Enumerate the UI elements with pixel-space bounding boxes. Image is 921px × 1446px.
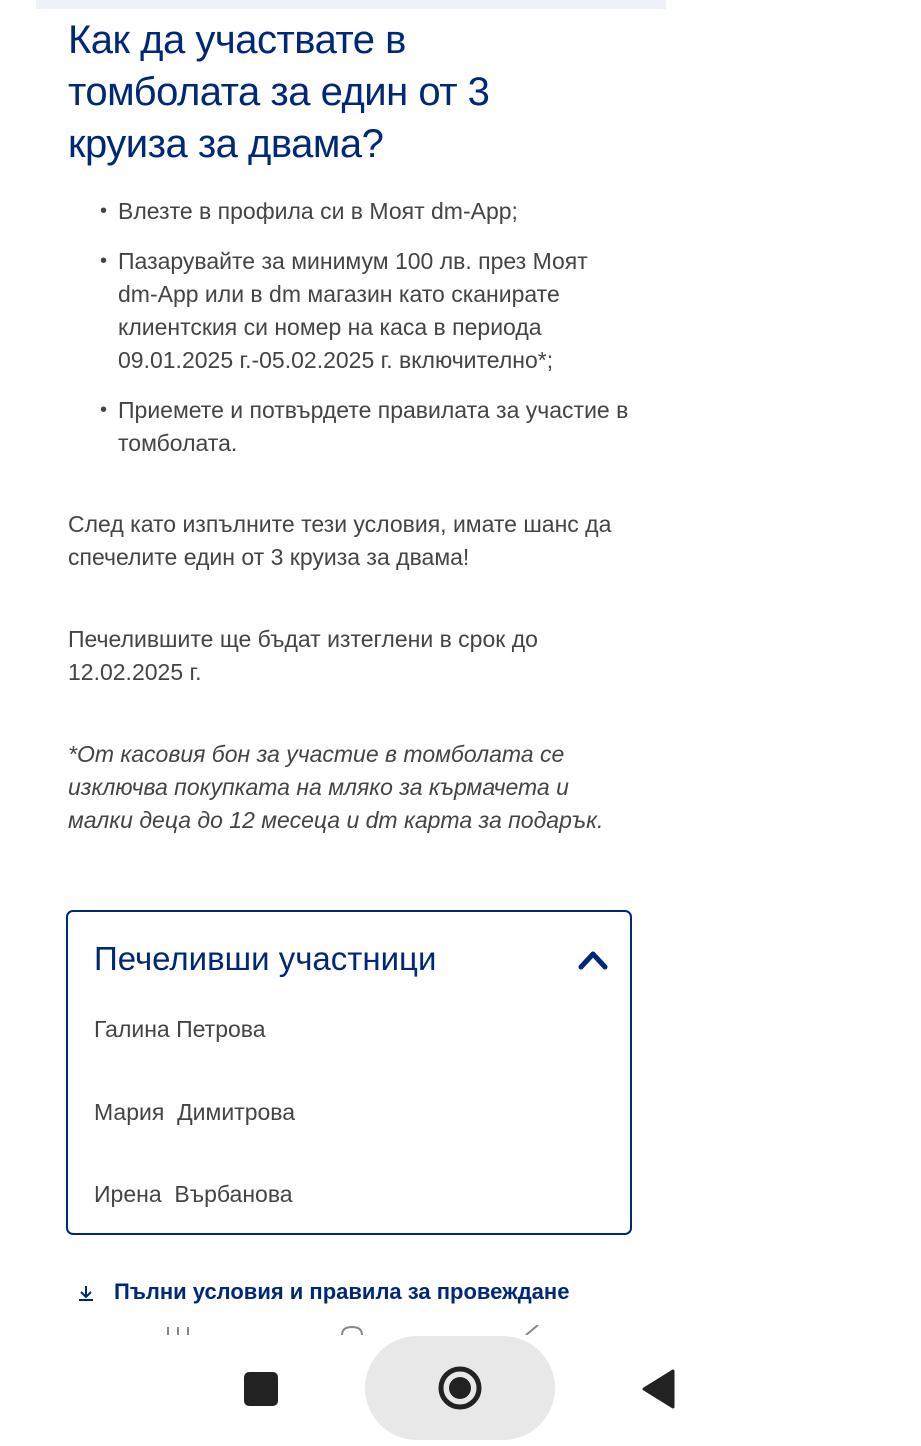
bottom-tab-icons-partial — [160, 1325, 560, 1335]
winners-title: Печеливши участници — [94, 940, 437, 977]
triangle-back-icon[interactable] — [641, 1369, 675, 1409]
steps-list — [100, 195, 630, 477]
chevron-up-icon[interactable] — [578, 948, 608, 970]
list-item — [100, 195, 630, 228]
list-item — [100, 245, 630, 377]
bullet: • — [100, 200, 108, 222]
square-icon[interactable] — [244, 1372, 278, 1406]
winner-name: Мария Димитрова — [94, 1099, 296, 1125]
download-icon — [76, 1283, 96, 1303]
winners-accordion — [66, 910, 632, 1235]
winners-accordion-header[interactable] — [94, 936, 614, 982]
terms-download-link[interactable] — [76, 1276, 569, 1306]
terms-link-label: Пълни условия и правила за провеждане — [114, 1279, 570, 1304]
android-nav-bar — [0, 1336, 921, 1446]
winner-name: Ирена Върбанова — [94, 1181, 293, 1207]
list-item — [100, 394, 630, 460]
step-text: Приемете и потвърдете правилата за участие в томболата. — [118, 397, 629, 456]
bullet: • — [100, 250, 108, 272]
top-strip — [36, 0, 666, 9]
home-button[interactable] — [365, 1336, 555, 1440]
page-title: Как да участвате в томболата за един от 3 круиза за двама? — [68, 18, 490, 166]
circle-icon — [437, 1365, 483, 1411]
step-text: Влезте в профила си в Моят dm-App; — [118, 198, 518, 224]
step-text: Пазарувайте за минимум 100 лв. през Моят dm-App или в dm магазин като сканирате клиентския си номер на каса в периода 09.01.2025 г.-05.02.2025 г. включително*; — [118, 248, 588, 373]
winner-name: Галина Петрова — [94, 1016, 266, 1042]
draw-date-paragraph: Печелившите ще бъдат изтеглени в срок до 12.02.2025 г. — [68, 626, 538, 685]
bullet: • — [100, 399, 108, 421]
footnote: *От касовия бон за участие в томболата се изключва покупката на мляко за кърмачета и малки деца до 12 месеца и dm карта за подарък. — [68, 741, 604, 833]
conditions-paragraph: След като изпълните тези условия, имате шанс да спечелите един от 3 круиза за двама! — [68, 511, 612, 570]
